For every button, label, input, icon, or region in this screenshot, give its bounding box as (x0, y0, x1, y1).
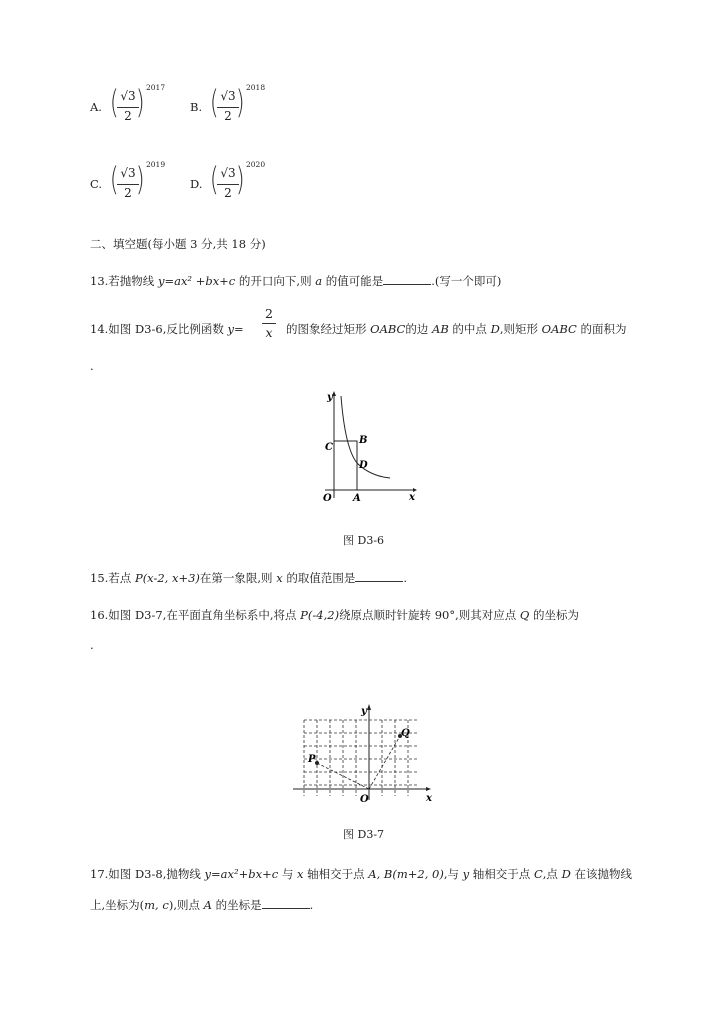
fraction: $\frac{√3}{2}$ (217, 166, 239, 200)
y-label: y (361, 706, 367, 717)
figure-caption: 图 D3-7 (343, 828, 385, 841)
point-d-label: D (359, 460, 368, 471)
right-paren: ) (235, 160, 245, 198)
question-17-line2: 上,坐标为(m, c),则点 A 的坐标是 . (90, 898, 314, 912)
figure-d3-7 (288, 698, 438, 808)
x-label: x (409, 492, 415, 503)
y-axis-arrow (367, 704, 371, 710)
origin-label: O (360, 794, 369, 805)
figure-caption: 图 D3-6 (343, 534, 385, 547)
question-14-end: . (90, 359, 94, 373)
left-paren: ( (109, 83, 119, 121)
fraction: $\frac{√3}{2}$ (117, 166, 139, 200)
x-label: x (426, 793, 432, 804)
question-16-end: . (90, 638, 94, 652)
rectangle-oabc (334, 441, 357, 490)
exponent: 2019 (146, 160, 166, 169)
right-paren: ) (135, 83, 145, 121)
origin-label: O (323, 493, 332, 503)
point-b-label: B (359, 435, 368, 446)
choice-label: C. (90, 177, 103, 191)
question-15: 15.若点 P(x-2, x+3)在第一象限,则 x 的取值范围是 . (90, 571, 408, 585)
choice-label: A. (90, 100, 102, 114)
exponent: 2017 (146, 83, 166, 92)
choice-a (90, 83, 180, 126)
question-13: 13.若抛物线 y=ax² +bx+c 的开口向下,则 a 的值可能是 .(写一个即可) (90, 274, 502, 288)
question-17: 17.如图 D3-8,抛物线 y=ax²+bx+c 与 x 轴相交于点 A, B(m+2, 0),与 y 轴相交于点 C,点 D 在该抛物线 (90, 867, 632, 881)
fraction: $\frac{√3}{2}$ (217, 89, 239, 123)
left-paren: ( (209, 160, 219, 198)
choice-label: D. (190, 177, 203, 191)
figure-d3-6 (305, 388, 420, 503)
point-c-label: C (325, 442, 333, 453)
fraction: $\frac{√3}{2}$ (117, 89, 139, 123)
right-paren: ) (235, 83, 245, 121)
answer-blank[interactable] (262, 898, 310, 909)
choice-c (90, 160, 180, 203)
point-q-label: Q (401, 728, 410, 739)
question-14-cont: 的图象经过矩形 OABC的边 AB 的中点 D,则矩形 OABC 的面积为 (286, 322, 627, 336)
choice-d (190, 160, 280, 203)
answer-blank[interactable] (383, 274, 431, 285)
choice-b (190, 83, 280, 126)
point-p-label: P (308, 754, 316, 765)
point-a-label: A (353, 493, 361, 503)
exponent: 2018 (246, 83, 266, 92)
section-heading: 二、填空题(每小题 3 分,共 18 分) (90, 237, 266, 251)
y-label: y (327, 392, 333, 403)
right-paren: ) (135, 160, 145, 198)
point-p (315, 761, 319, 765)
left-paren: ( (209, 83, 219, 121)
fraction-2-over-x: 2 x (262, 306, 276, 340)
choice-label: B. (190, 100, 203, 114)
question-16: 16.如图 D3-7,在平面直角坐标系中,将点 P(-4,2)绕原点顺时针旋转 90°,则其对应点 Q 的坐标为 (90, 608, 580, 622)
exponent: 2020 (246, 160, 266, 169)
x-axis-arrow (426, 787, 431, 791)
question-14: 14.如图 D3-6,反比例函数 y= (90, 322, 244, 336)
answer-blank[interactable] (355, 571, 403, 582)
left-paren: ( (109, 160, 119, 198)
